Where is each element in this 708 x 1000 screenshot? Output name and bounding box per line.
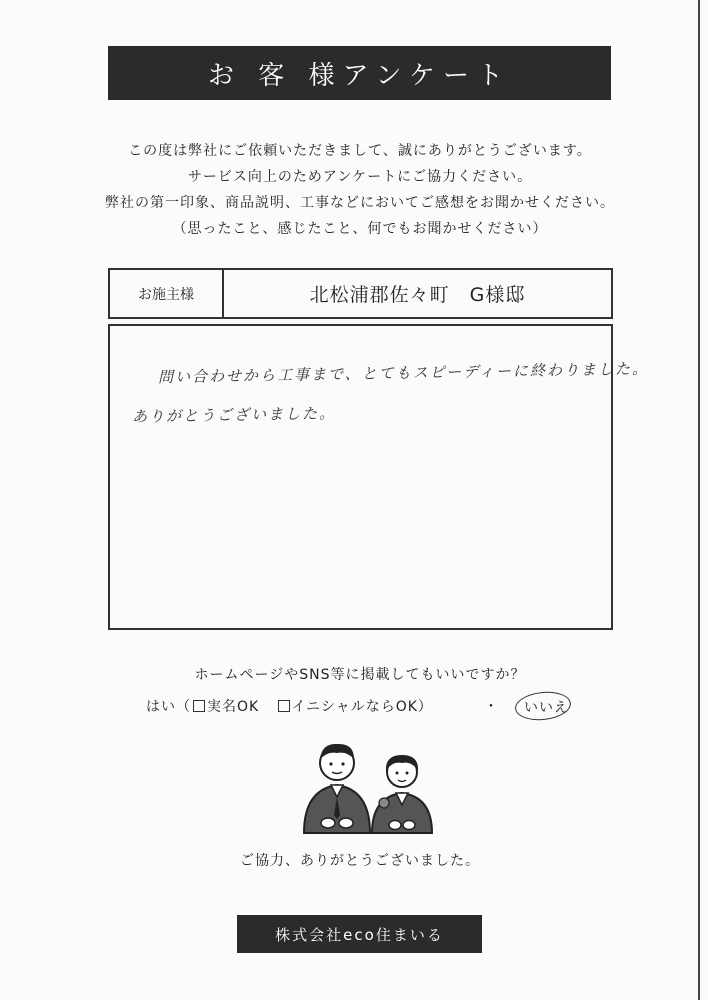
comment-box [108,324,650,630]
real-name-label: 実名OK [207,699,260,715]
handwritten-comment-line: 問い合わせから工事まで、とてもスピーディーに終わりました。 [157,359,650,387]
real-name-checkbox[interactable] [193,700,205,712]
intro-line: （思ったこと、感じたこと、何でもお聞かせください） [172,221,548,237]
handwritten-comment-line: ありがとうございました。 [131,404,337,426]
page-title [108,46,611,100]
intro-line: 弊社の第一印象、商品説明、工事などにおいてご感想をお聞かせください。 [105,195,615,211]
staff-couple-icon [292,735,442,840]
sns-question: ホームページやSNS等に掲載してもいいですか？ [194,667,526,683]
client-name-box [108,268,613,319]
intro-line: この度は弊社にご依頼いただきまして、誠にありがとうございます。 [128,143,592,159]
thanks-message: ご協力、ありがとうございました。 [240,853,480,869]
company-name-bar [237,915,482,953]
intro-line: サービス向上のためアンケートにご協力ください。 [187,169,533,185]
sns-no-option[interactable]: いいえ [524,700,569,716]
sns-yes-options [146,696,433,716]
page-title-text: お 客 様アンケート [208,60,511,91]
intro-text [80,138,640,242]
initials-label: イニシャルならOK） [291,699,433,715]
initials-checkbox[interactable] [278,700,290,712]
company-name: 株式会社eco住まいる [275,925,444,944]
client-label: お施主様 [110,270,224,317]
client-value: 北松浦郡佐々町 G様邸 [309,284,526,306]
scan-edge-line [698,0,700,1000]
sns-separator: ・ [484,699,498,715]
sns-yes-label: はい（ [146,699,191,715]
